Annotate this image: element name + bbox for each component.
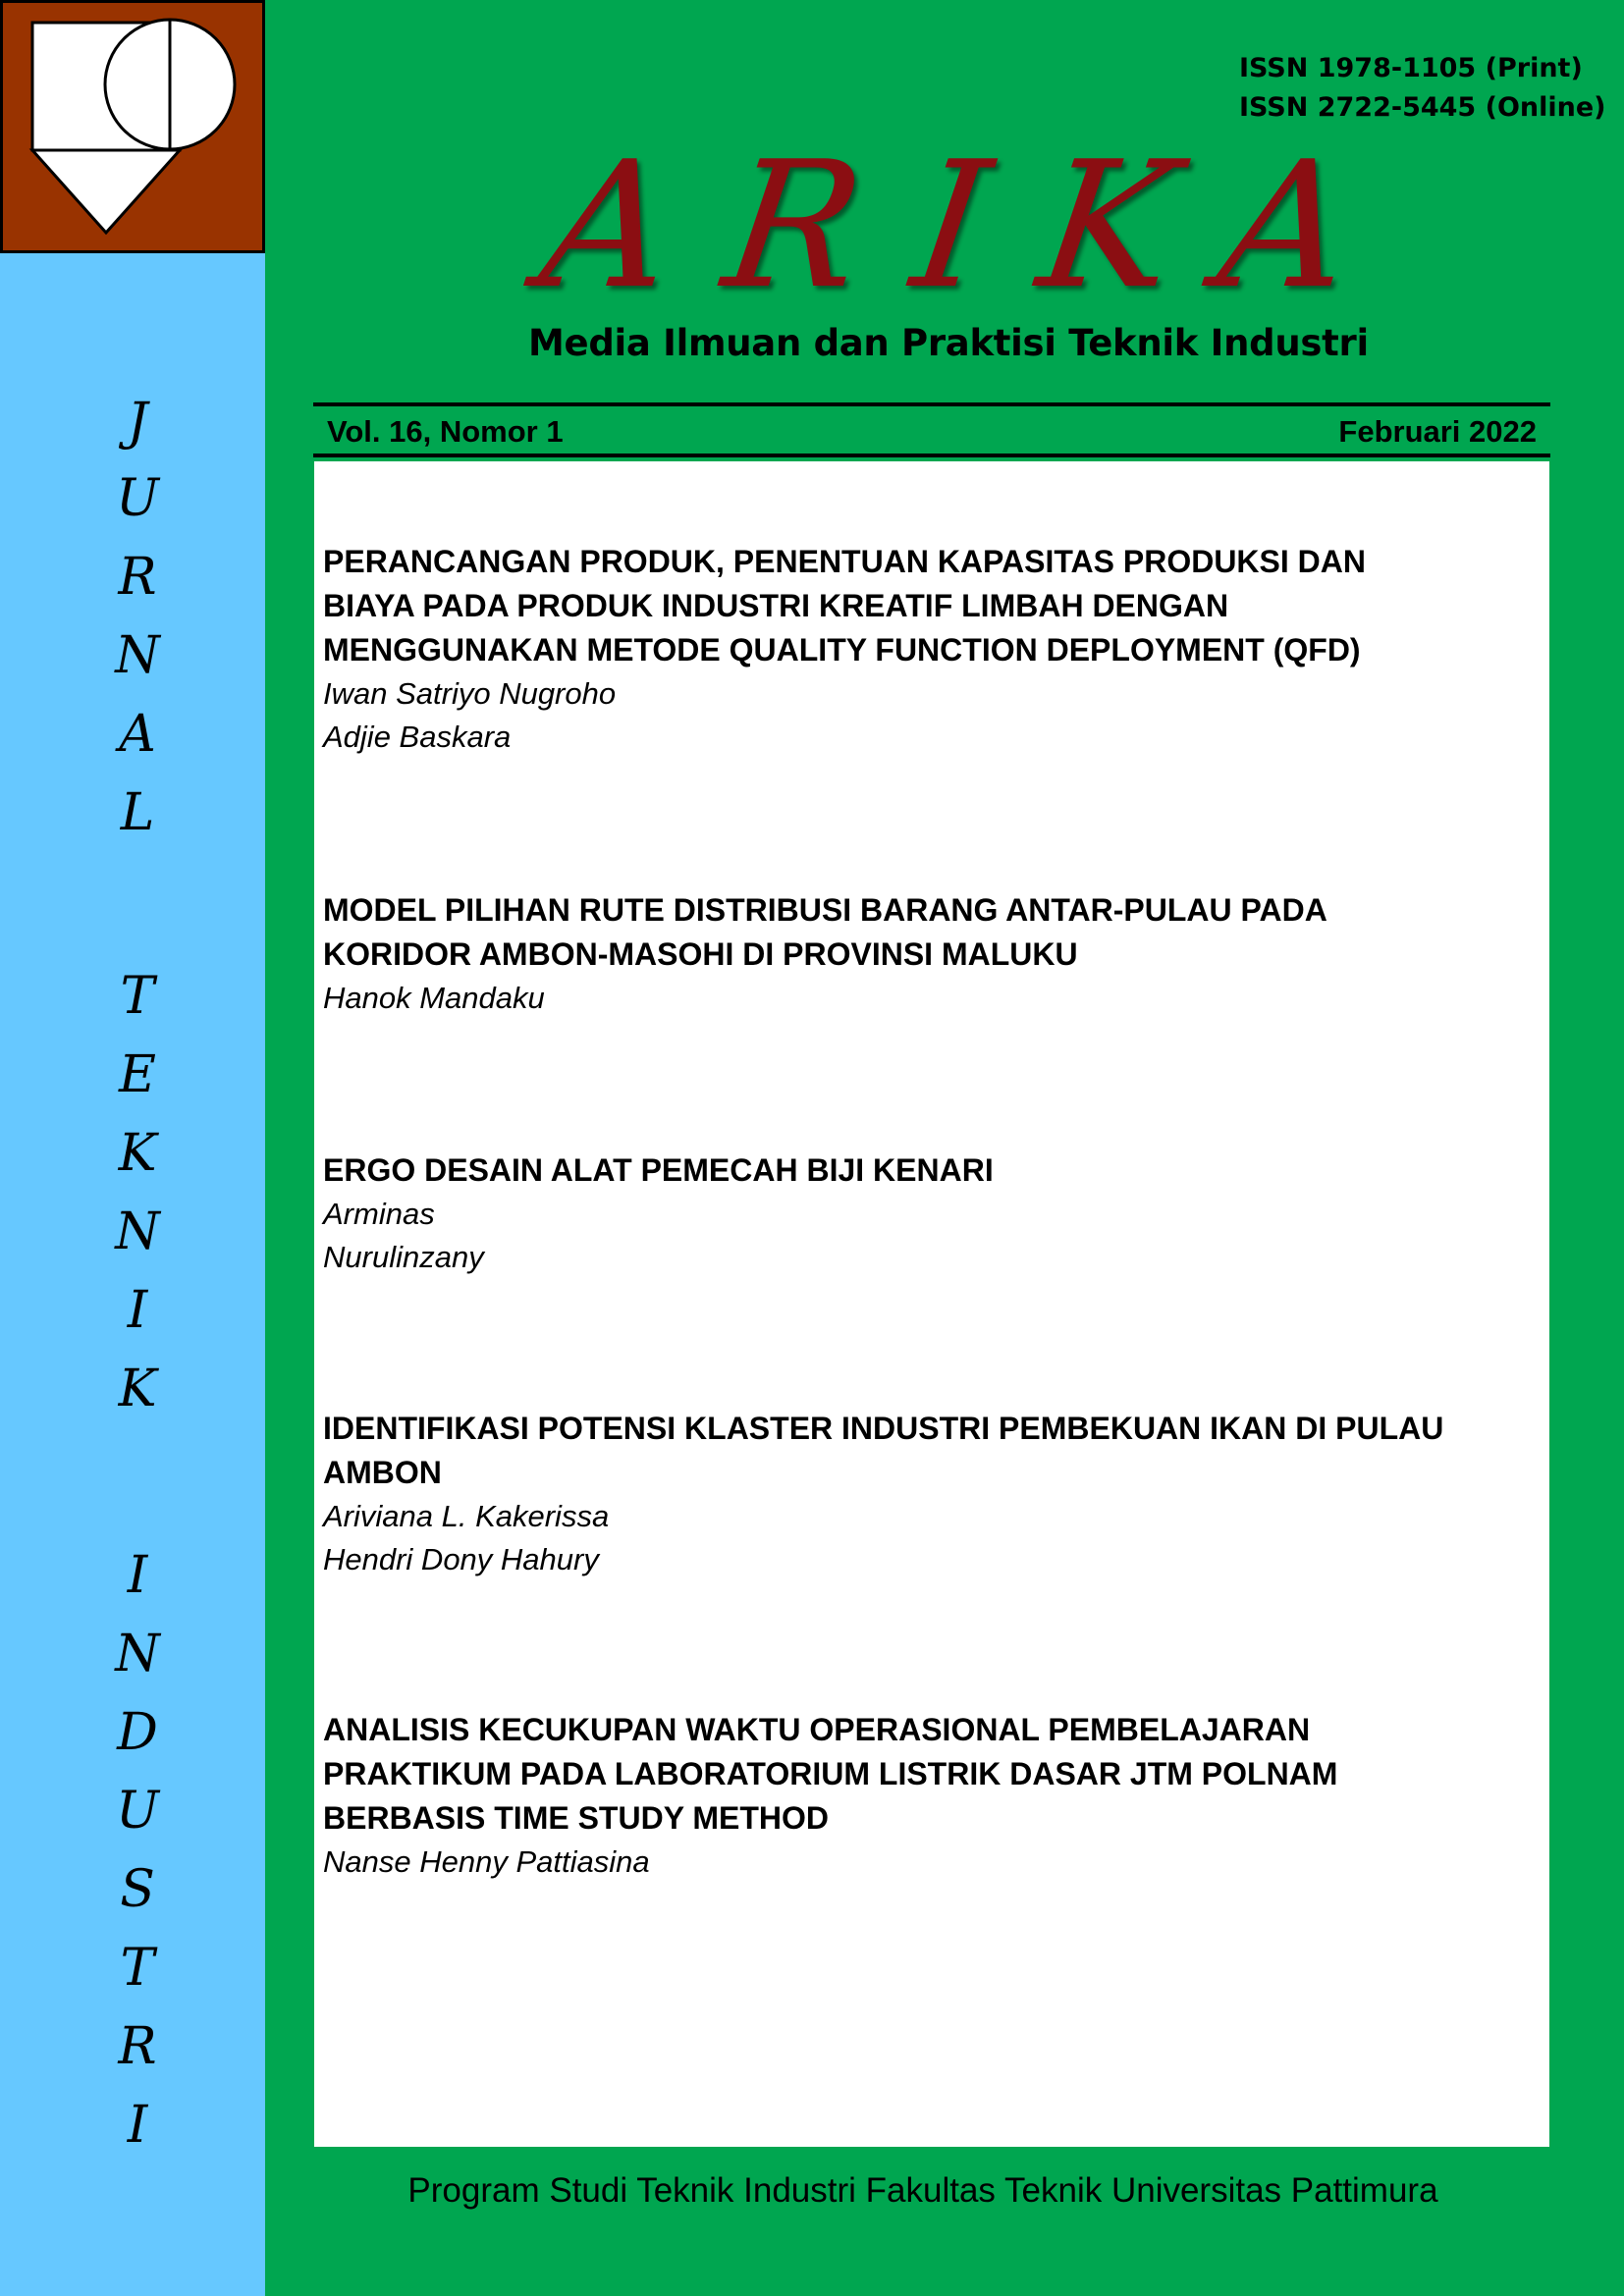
issn-block bbox=[1239, 49, 1606, 128]
vertical-letter: U bbox=[116, 469, 159, 528]
article-title-line: IDENTIFIKASI POTENSI KLASTER INDUSTRI PEMBEKUAN IKAN DI PULAU bbox=[323, 1411, 1444, 1446]
vertical-letter: R bbox=[118, 2017, 157, 2076]
vertical-letter: I bbox=[127, 1281, 148, 1340]
vertical-letter: T bbox=[120, 1939, 155, 1998]
publisher-footer: Program Studi Teknik Industri Fakultas Teknik Universitas Pattimura bbox=[407, 2171, 1438, 2210]
vertical-letter: E bbox=[119, 1045, 156, 1104]
article-title-line: ANALISIS KECUKUPAN WAKTU OPERASIONAL PEMBELAJARAN bbox=[323, 1712, 1311, 1747]
article-title-line: MENGGUNAKAN METODE QUALITY FUNCTION DEPLOYMENT (QFD) bbox=[323, 632, 1361, 667]
article-title-line: ERGO DESAIN ALAT PEMECAH BIJI KENARI bbox=[323, 1152, 994, 1188]
article-entry bbox=[323, 1407, 1521, 1581]
volume-bar bbox=[313, 402, 1550, 457]
article-title-line: MODEL PILIHAN RUTE DISTRIBUSI BARANG ANTAR-PULAU PADA bbox=[323, 892, 1327, 928]
article-title-line: AMBON bbox=[323, 1455, 442, 1490]
journal-subtitle: Media Ilmuan dan Praktisi Teknik Industri bbox=[528, 322, 1369, 364]
vertical-letter: S bbox=[120, 1860, 155, 1919]
issue-date: Februari 2022 bbox=[1338, 414, 1537, 449]
article-title-line: PRAKTIKUM PADA LABORATORIUM LISTRIK DASAR JTM POLNAM bbox=[323, 1756, 1338, 1791]
vertical-letter: U bbox=[116, 1782, 159, 1841]
article-author: Adjie Baskara bbox=[323, 720, 512, 754]
article-title-line: KORIDOR AMBON-MASOHI DI PROVINSI MALUKU bbox=[323, 936, 1078, 972]
vertical-letter: N bbox=[115, 626, 160, 685]
article-author: Nanse Henny Pattiasina bbox=[323, 1844, 650, 1879]
vertical-letter: R bbox=[118, 548, 157, 607]
sidebar bbox=[0, 0, 265, 2296]
article-entry bbox=[323, 888, 1521, 1020]
article-title-line: BERBASIS TIME STUDY METHOD bbox=[323, 1800, 829, 1836]
article-title-line: BIAYA PADA PRODUK INDUSTRI KREATIF LIMBAH DENGAN bbox=[323, 588, 1229, 623]
journal-title: ARIKA bbox=[530, 124, 1421, 327]
vertical-letter: L bbox=[120, 783, 155, 842]
article-author: Hendri Dony Hahury bbox=[323, 1542, 599, 1576]
issn-print: ISSN 1978-1105 (Print) bbox=[1239, 53, 1583, 83]
vertical-letter: T bbox=[120, 967, 155, 1026]
table-of-contents bbox=[314, 461, 1549, 2147]
article-entry bbox=[323, 1148, 1521, 1279]
article-entry bbox=[323, 540, 1521, 759]
vertical-letter: K bbox=[118, 1360, 157, 1418]
article-entry bbox=[323, 1708, 1521, 1884]
vertical-letter: A bbox=[119, 705, 156, 764]
vertical-letter: D bbox=[117, 1703, 158, 1762]
vertical-letter: N bbox=[115, 1625, 160, 1683]
logo-icon bbox=[3, 3, 262, 250]
article-author: Ariviana L. Kakerissa bbox=[323, 1499, 610, 1533]
article-author: Iwan Satriyo Nugroho bbox=[323, 676, 617, 711]
journal-logo bbox=[0, 0, 265, 253]
volume-number: Vol. 16, Nomor 1 bbox=[327, 414, 564, 449]
vertical-letter: K bbox=[118, 1124, 157, 1183]
vertical-letter: I bbox=[127, 1546, 148, 1605]
article-author: Hanok Mandaku bbox=[323, 981, 545, 1015]
issn-online: ISSN 2722-5445 (Online) bbox=[1239, 92, 1606, 123]
article-author: Nurulinzany bbox=[323, 1240, 484, 1274]
article-author: Arminas bbox=[323, 1197, 435, 1231]
article-title-line: PERANCANGAN PRODUK, PENENTUAN KAPASITAS PRODUKSI DAN bbox=[323, 544, 1366, 579]
vertical-letter: N bbox=[115, 1202, 160, 1261]
vertical-letter: J bbox=[127, 393, 148, 452]
vertical-letter: I bbox=[127, 2096, 148, 2155]
